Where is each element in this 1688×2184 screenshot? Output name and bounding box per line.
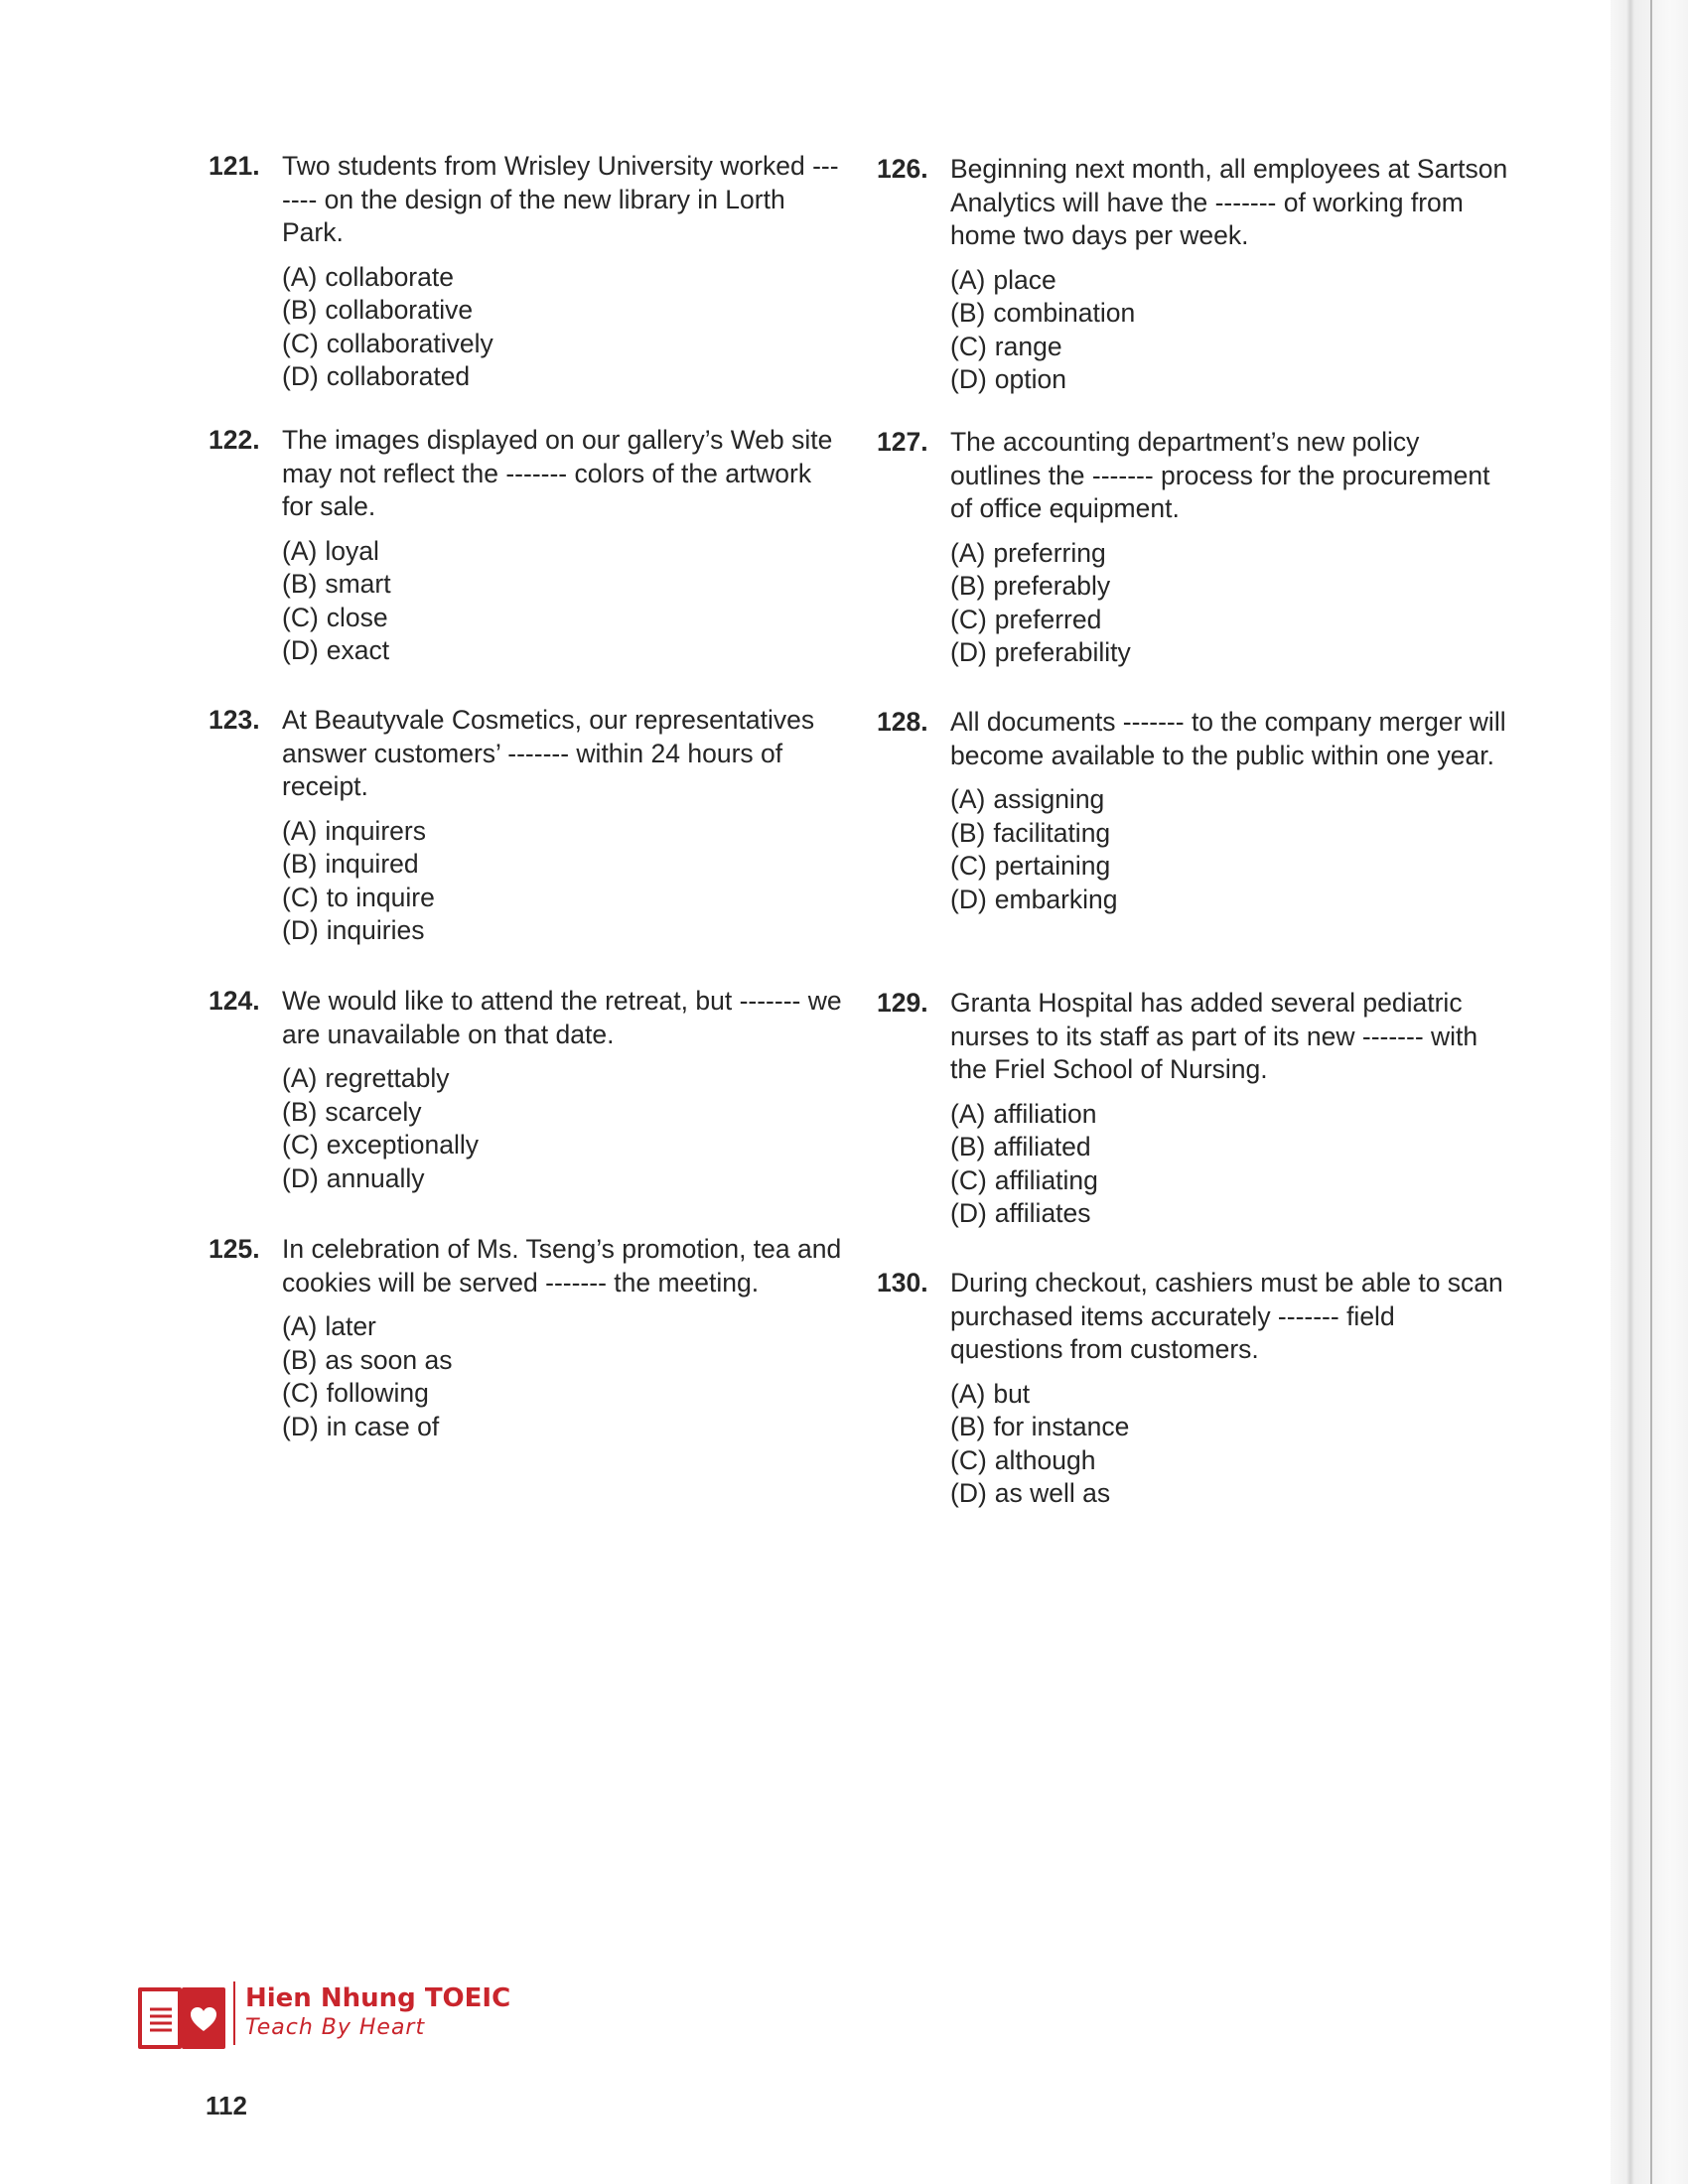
option-d: (D) affiliates — [950, 1198, 1091, 1228]
question-number: 124. — [209, 986, 260, 1016]
option-b: (B) for instance — [950, 1412, 1130, 1441]
scan-edge — [1611, 0, 1688, 2184]
question-number: 125. — [209, 1234, 260, 1264]
option-d: (D) collaborated — [282, 361, 471, 391]
answer-options — [950, 1378, 1512, 1511]
question-stem: Beginning next month, all employees at Sartson Analytics will have the ------- of working from home two days per week. — [950, 154, 1508, 250]
option-a: (A) preferring — [950, 537, 1106, 568]
option-b: (B) preferably — [950, 571, 1111, 601]
answer-options — [282, 535, 844, 668]
answer-options — [950, 537, 1512, 670]
page-number: 112 — [206, 2091, 247, 2120]
question-130 — [877, 1267, 1512, 1527]
option-d: (D) embarking — [950, 884, 1118, 914]
question-number: 126. — [877, 154, 928, 184]
option-a: (A) regrettably — [282, 1063, 450, 1093]
option-b: (B) affiliated — [950, 1132, 1091, 1161]
option-d: (D) exact — [282, 635, 390, 665]
option-b: (B) inquired — [282, 849, 419, 879]
question-number: 127. — [877, 427, 928, 457]
option-c: (C) exceptionally — [282, 1130, 479, 1160]
question-stem: At Beautyvale Cosmetics, our representatives answer customers’ ------- within 24 hours of receipt. — [282, 705, 815, 801]
option-c: (C) following — [282, 1378, 429, 1408]
option-d: (D) preferability — [950, 637, 1131, 667]
option-c: (C) close — [282, 602, 388, 632]
question-126 — [877, 153, 1512, 413]
option-a: (A) assigning — [950, 784, 1105, 814]
question-stem: All documents ------- to the company merger will become available to the public within one year. — [950, 707, 1506, 770]
question-stem: During checkout, cashiers must be able to scan purchased items accurately ------- field questions from customers. — [950, 1268, 1503, 1364]
question-stem: Two students from Wrisley University worked ------- on the design of the new library in Lorth Park. — [282, 151, 839, 247]
question-number: 130. — [877, 1268, 928, 1297]
option-b: (B) facilitating — [950, 817, 1111, 848]
book-heart-icon — [136, 1981, 227, 2051]
option-c: (C) preferred — [950, 604, 1102, 634]
option-d: (D) inquiries — [282, 915, 425, 945]
question-129 — [877, 987, 1512, 1247]
option-a: (A) inquirers — [282, 815, 426, 846]
answer-options — [950, 1098, 1512, 1231]
answer-options — [282, 815, 844, 948]
option-d: (D) in case of — [282, 1411, 440, 1441]
option-d: (D) annually — [282, 1162, 425, 1193]
question-125 — [209, 1233, 844, 1459]
question-121 — [209, 150, 844, 410]
scan-edge-line — [1650, 0, 1652, 2184]
question-stem: Granta Hospital has added several pediatric nurses to its staff as part of its new ------- with the Friel School of Nursing. — [950, 988, 1478, 1084]
question-stem: We would like to attend the retreat, but ------- we are unavailable on that date. — [282, 986, 842, 1049]
brand-name: Hien Nhung TOEIC — [245, 1983, 511, 2013]
question-123 — [209, 704, 844, 964]
question-124 — [209, 985, 844, 1211]
question-number: 128. — [877, 707, 928, 737]
option-c: (C) affiliating — [950, 1164, 1098, 1195]
option-a: (A) loyal — [282, 535, 379, 566]
option-b: (B) as soon as — [282, 1344, 453, 1375]
question-stem: In celebration of Ms. Tseng’s promotion, tea and cookies will be served ------- the meeting. — [282, 1234, 842, 1297]
option-a: (A) place — [950, 264, 1056, 295]
option-d: (D) option — [950, 364, 1066, 394]
option-b: (B) collaborative — [282, 295, 474, 325]
question-number: 122. — [209, 425, 260, 455]
answer-options — [282, 261, 844, 394]
option-b: (B) combination — [950, 298, 1136, 328]
option-c: (C) although — [950, 1444, 1096, 1475]
brand-logo — [136, 1978, 533, 2057]
option-d: (D) as well as — [950, 1478, 1111, 1508]
question-stem: The images displayed on our gallery’s Web site may not reflect the ------- colors of the artwork for sale. — [282, 425, 833, 521]
answer-options — [950, 264, 1512, 397]
answer-options — [950, 783, 1512, 916]
question-number: 123. — [209, 705, 260, 735]
option-c: (C) to inquire — [282, 882, 435, 912]
option-a: (A) but — [950, 1378, 1031, 1409]
option-a: (A) later — [282, 1311, 376, 1341]
question-stem: The accounting department’s new policy outlines the ------- process for the procurement of office equipment. — [950, 427, 1490, 523]
option-c: (C) collaboratively — [282, 328, 493, 358]
option-a: (A) collaborate — [282, 261, 454, 292]
option-c: (C) pertaining — [950, 851, 1111, 881]
question-127 — [877, 426, 1512, 686]
brand-divider — [233, 1981, 235, 2045]
answer-options — [282, 1062, 844, 1195]
brand-tagline: Teach By Heart — [245, 2015, 426, 2040]
question-128 — [877, 706, 1512, 932]
answer-options — [282, 1310, 844, 1443]
option-c: (C) range — [950, 331, 1062, 361]
option-a: (A) affiliation — [950, 1098, 1097, 1129]
question-number: 121. — [209, 151, 260, 181]
option-b: (B) smart — [282, 569, 391, 599]
question-number: 129. — [877, 988, 928, 1018]
option-b: (B) scarcely — [282, 1096, 422, 1127]
question-122 — [209, 424, 844, 684]
